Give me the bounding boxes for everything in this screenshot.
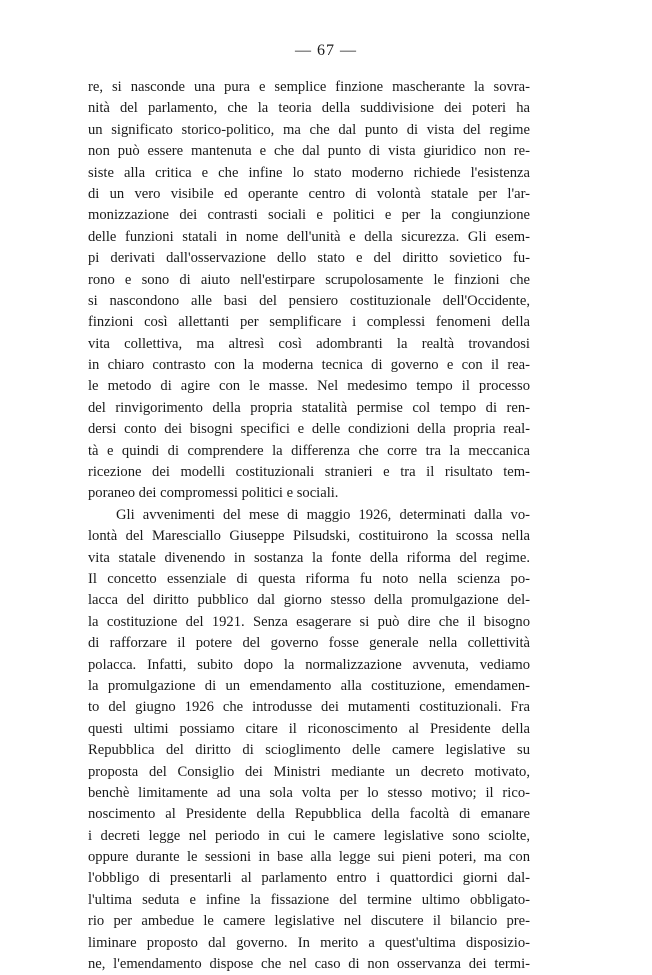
text-line: monizzazione dei contrasti sociali e politici e per la congiunzione — [88, 207, 530, 224]
text-line: le metodo di agire con le masse. Nel medesimo tempo il processo — [88, 378, 530, 395]
text-line: re, si nasconde una pura e semplice finzione mascherante la sovra- — [88, 79, 530, 95]
text-line: del rinvigorimento della propria statalità permise col tempo di ren- — [88, 399, 530, 416]
text-line: la promulgazione di un emendamento alla costituzione, emendamen- — [88, 677, 530, 694]
text-line: vita collettiva, ma altresì così adombranti la realtà trovandosi — [88, 335, 530, 352]
text-line: lacca del diritto pubblico dal giorno stesso della promulgazione del- — [88, 592, 530, 609]
text-line: la costituzione del 1921. Senza esagerare si può dire che il bisogno — [88, 613, 530, 630]
text-line: l'obbligo di presentarli al parlamento entro i quattordici giorni dal- — [88, 870, 530, 887]
page-number: — 67 — — [295, 42, 357, 59]
text-line: rio per ambedue le camere legislative nel discutere il bilancio pre- — [88, 913, 530, 930]
text-line: in chiaro contrasto con la moderna tecnica di governo e con il rea- — [88, 357, 530, 374]
text-line: Il concetto essenziale di questa riforma fu noto nella scienza po- — [88, 570, 530, 587]
text-line: Repubblica del diritto di scioglimento delle camere legislative su — [88, 742, 530, 759]
text-line: tà e quindi di comprendere la differenza che corre tra la meccanica — [88, 442, 530, 459]
text-line: benchè limitamente ad una sola volta per lo stesso motivo; il rico- — [88, 784, 530, 801]
text-line: vita statale divenendo in sostanza la fonte della riforma del regime. — [88, 549, 530, 566]
text-line: questi ultimi possiamo citare il riconoscimento al Presidente della — [88, 720, 530, 737]
text-line: ne, l'emendamento dispose che nel caso di non osservanza dei termi- — [88, 956, 530, 973]
text-line: ricezione dei modelli costituzionali stranieri e tra il risultato tem- — [88, 464, 530, 481]
text-line: nità del parlamento, che la teoria della suddivisione dei poteri ha — [88, 100, 530, 117]
text-line: liminare proposto dal governo. In merito a quest'ultima disposizio- — [88, 934, 530, 951]
text-line: siste alla critica e che infine lo stato moderno richiede l'esistenza — [88, 164, 530, 181]
text-line: pi derivati dall'osservazione dello stato e del diritto sovietico fu- — [88, 250, 530, 267]
text-line: lontà del Maresciallo Giuseppe Pilsudski, costituirono la scossa nella — [88, 528, 530, 545]
text-line: delle funzioni statali in nome dell'unità e della sicurezza. Gli esem- — [88, 228, 530, 245]
paragraph-start-line: Gli avvenimenti del mese di maggio 1926, determinati dalla vo- — [116, 506, 530, 523]
text-line: di rafforzare il potere del governo fosse generale nella collettività — [88, 635, 530, 652]
text-line: poraneo dei compromessi politici e sociali. — [88, 485, 339, 502]
text-line: proposta del Consiglio dei Ministri mediante un decreto motivato, — [88, 763, 530, 780]
text-line: non può essere mantenuta e che dal punto di vista giuridico non re- — [88, 143, 530, 160]
text-line: finzioni così allettanti per semplificare i complessi fenomeni della — [88, 314, 530, 331]
text-line: polacca. Infatti, subito dopo la normalizzazione avvenuta, vediamo — [88, 656, 530, 673]
text-line: i decreti legge nel periodo in cui le camere legislative sono sciolte, — [88, 827, 530, 844]
text-line: noscimento al Presidente della Repubblica della facoltà di emanare — [88, 806, 530, 823]
text-line: rono e sono di aiuto nell'estirpare scrupolosamente le finzioni che — [88, 271, 530, 288]
text-line: di un vero visibile ed operante centro di volontà statale per l'ar- — [88, 185, 530, 202]
text-line: to del giugno 1926 che introdusse dei mutamenti costituzionali. Fra — [88, 699, 530, 716]
text-line: oppure durante le sessioni in base alla legge sui pieni poteri, ma con — [88, 849, 530, 866]
text-line: si nascondono alle basi del pensiero costituzionale dell'Occidente, — [88, 292, 530, 309]
body-text — [88, 77, 530, 975]
text-line: un significato storico-politico, ma che dal punto di vista del regime — [88, 121, 530, 138]
text-line: l'ultima seduta e infine la fissazione del termine ultimo obbligato- — [88, 891, 530, 908]
text-line: dersi conto dei bisogni specifici e delle condizioni della propria real- — [88, 421, 530, 438]
